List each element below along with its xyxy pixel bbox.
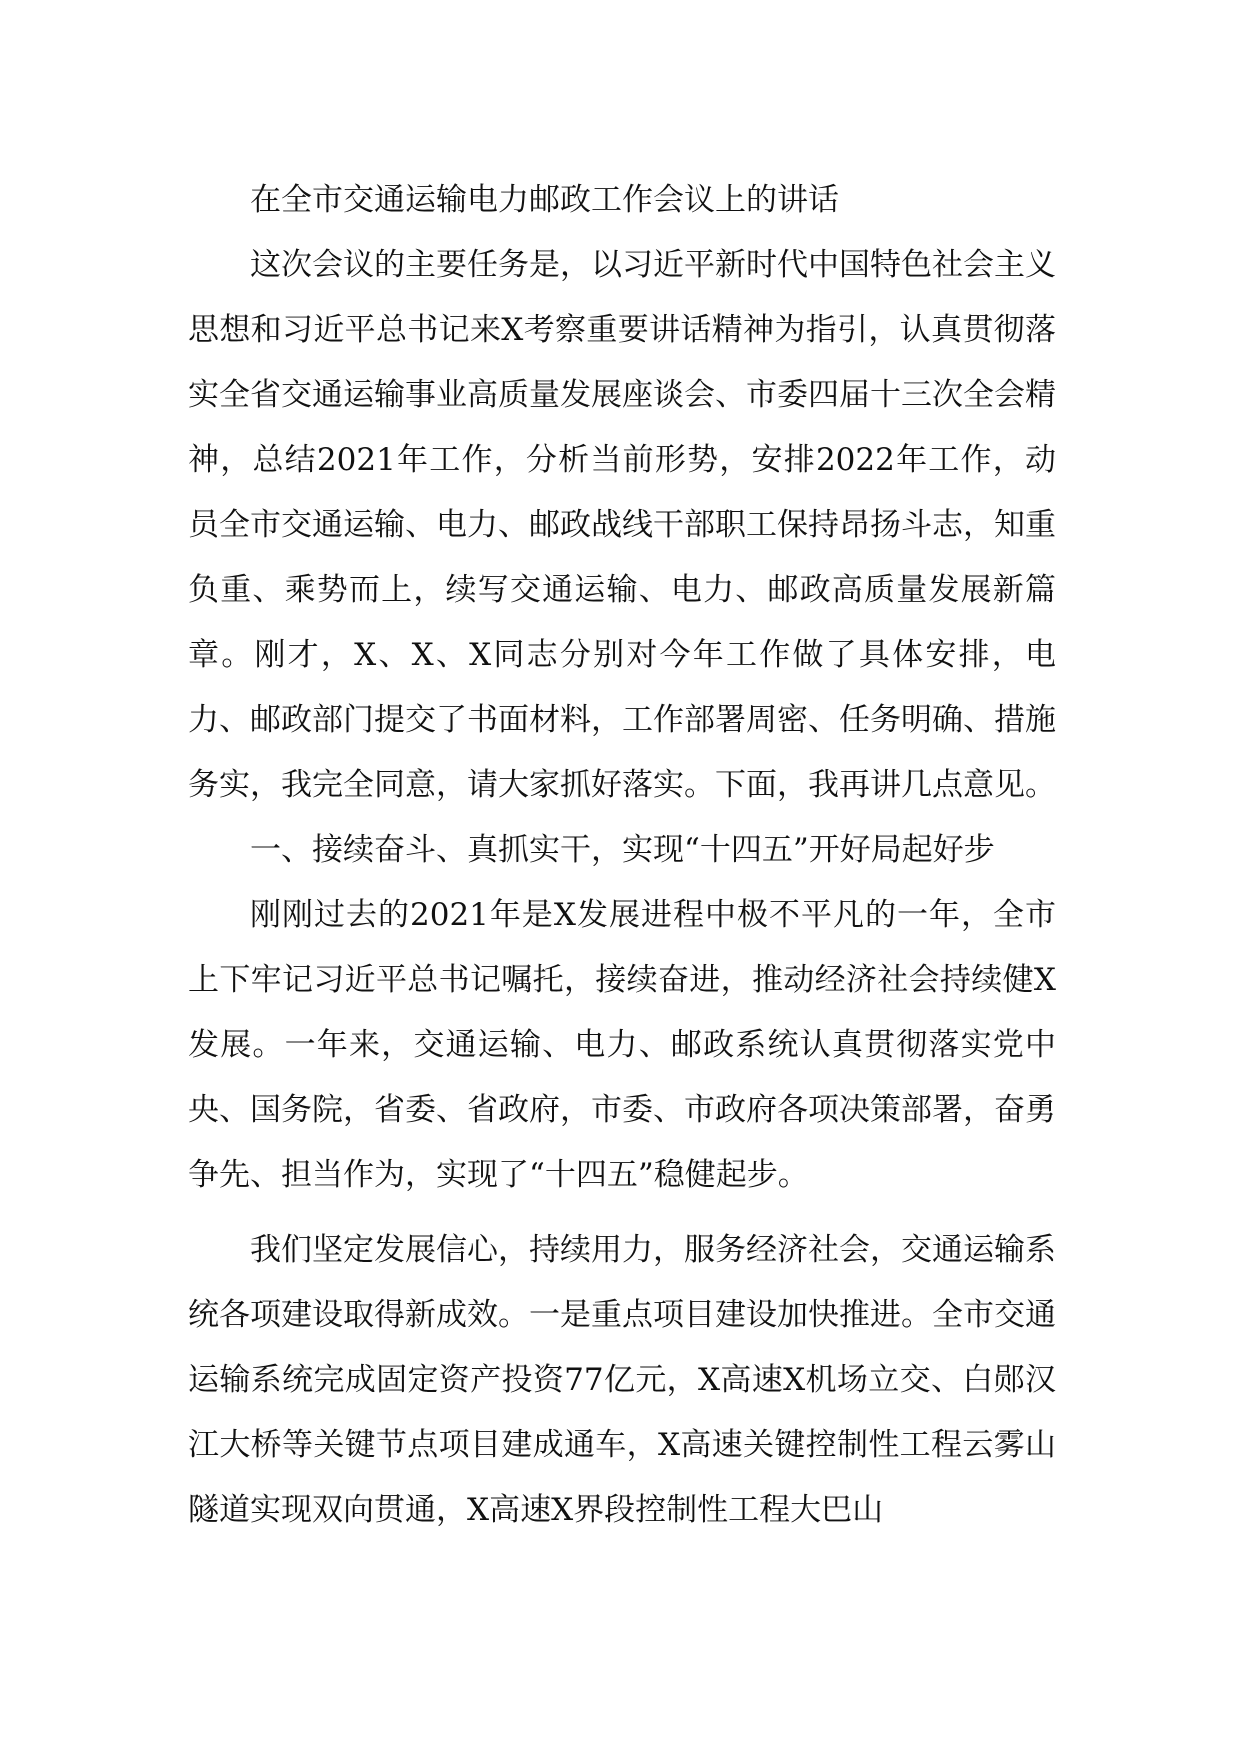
section-1-paragraph-1: 刚刚过去的2021年是X发展进程中极不平凡的一年，全市上下牢记习近平总书记嘱托，接续奋进，推动经济社会持续健X发展。一年来，交通运输、电力、邮政系统认真贯彻落实党中央、国务院，省委、省政府，市委、市政府各项决策部署，奋勇争先、担当作为，实现了“十四五”稳健起步。 [188, 897, 1056, 1193]
document-title: 在全市交通运输电力邮政工作会议上的讲话 [250, 182, 839, 218]
section-1-heading: 一、接续奋斗、真抓实干，实现“十四五”开好局起好步 [250, 832, 995, 868]
section-1-paragraph-2: 我们坚定发展信心，持续用力，服务经济社会，交通运输系统各项建设取得新成效。一是重点项目建设加快推进。全市交通运输系统完成固定资产投资77亿元，X高速X机场立交、白郧汉江大桥等关键节点项目建成通车，X高速关键控制性工程云雾山隧道实现双向贯通，X高速X界段控制性工程大巴山 [188, 1232, 1056, 1528]
document-body [188, 168, 1056, 1543]
intro-paragraph: 这次会议的主要任务是，以习近平新时代中国特色社会主义思想和习近平总书记来X考察重要讲话精神为指引，认真贯彻落实全省交通运输事业高质量发展座谈会、市委四届十三次全会精神，总结2021年工作，分析当前形势，安排2022年工作，动员全市交通运输、电力、邮政战线干部职工保持昂扬斗志，知重负重、乘势而上，续写交通运输、电力、邮政高质量发展新篇章。刚才，X、X、X同志分别对今年工作做了具体安排，电力、邮政部门提交了书面材料，工作部署周密、任务明确、措施务实，我完全同意，请大家抓好落实。下面，我再讲几点意见。 [188, 247, 1056, 803]
